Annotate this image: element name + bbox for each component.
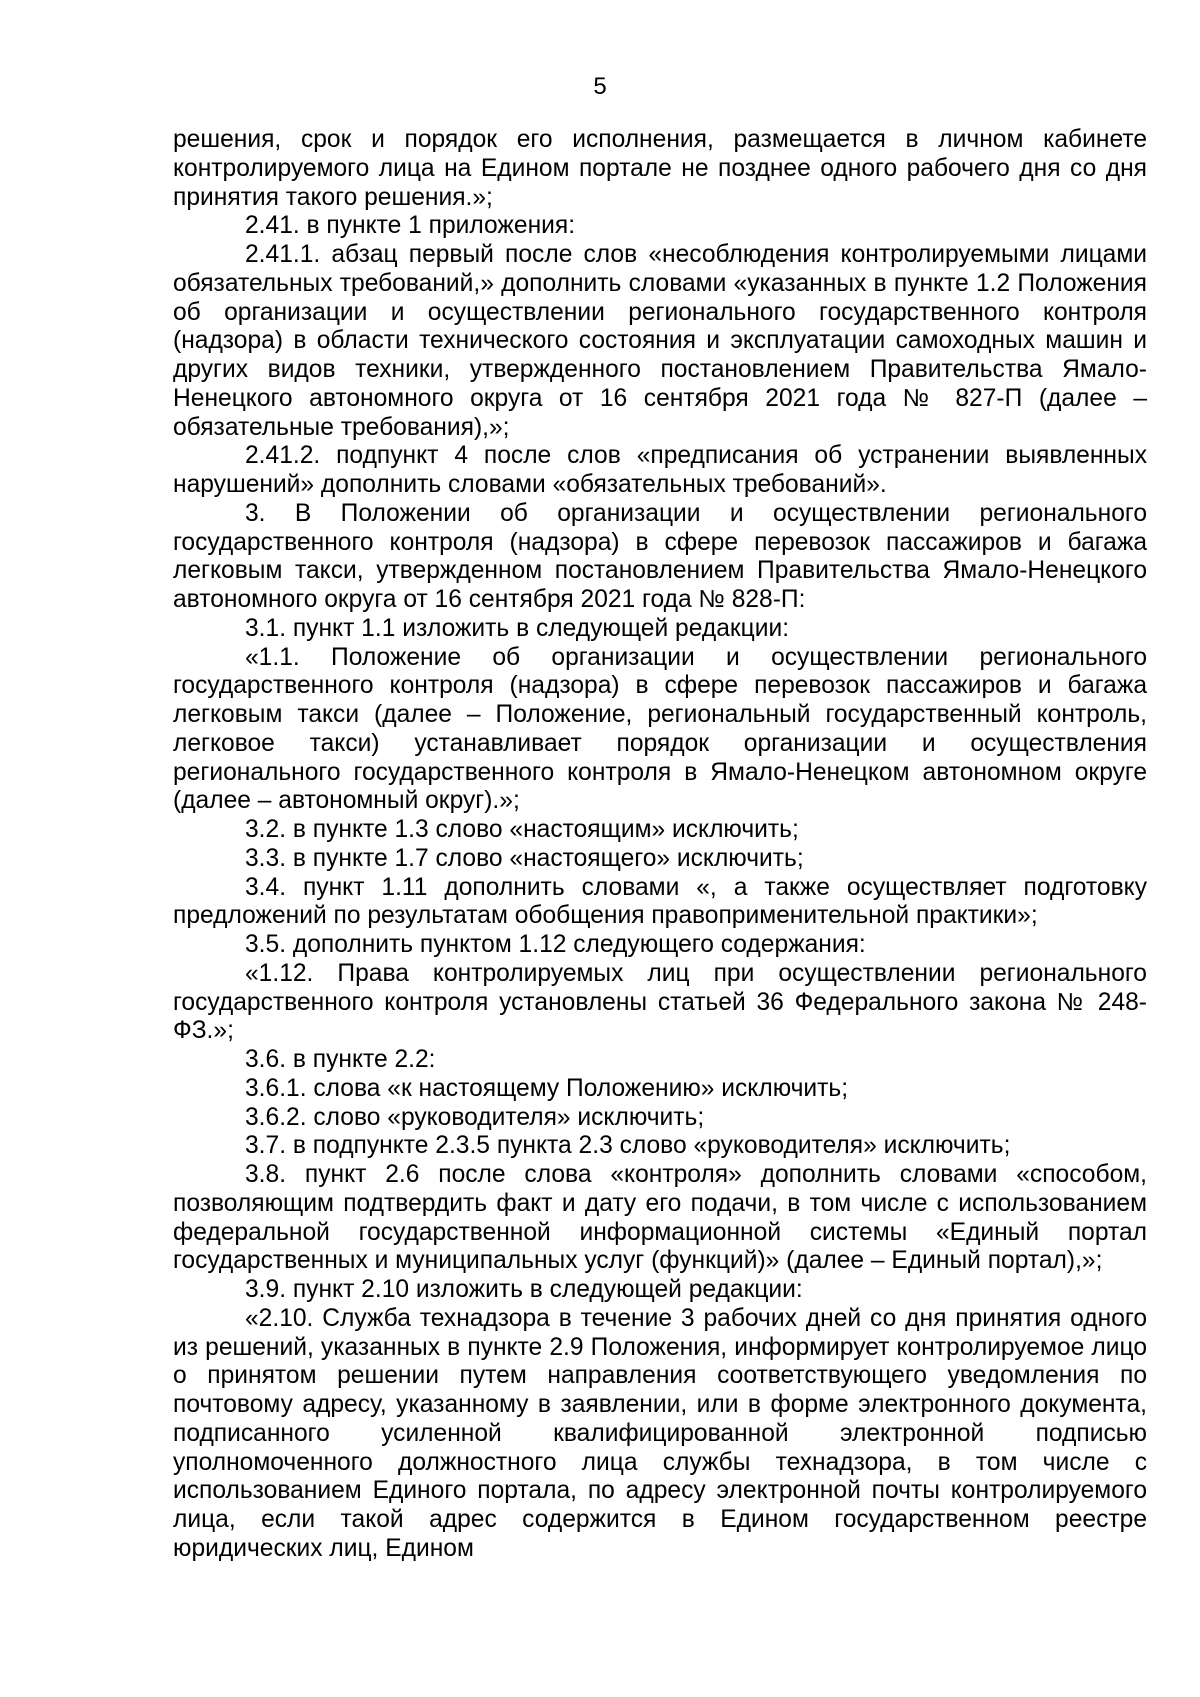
paragraph: 3.4. пункт 1.11 дополнить словами «, а также осуществляет подготовку предложений по результатам обобщения правоприменительной практики»; bbox=[173, 873, 1147, 930]
paragraph: 3.2. в пункте 1.3 слово «настоящим» исключить; bbox=[245, 816, 799, 843]
paragraph: 2.41.2. подпункт 4 после слов «предписания об устранении выявленных нарушений» дополнить словами «обязательных требований». bbox=[173, 442, 1147, 498]
paragraph: 3.1. пункт 1.1 изложить в следующей редакции: bbox=[245, 614, 790, 642]
paragraph: 2.41. в пункте 1 приложения: bbox=[245, 212, 576, 240]
paragraph: 3.3. в пункте 1.7 слово «настоящего» исключить; bbox=[245, 844, 804, 872]
paragraph: 3. В Положении об организации и осуществлении регионального государственного контроля (надзора) в сфере перевозок пассажиров и багажа легковым такси, утвержденном постановлением Правительства Ямало-Ненецкого автономного округа от 16 сентября 2021 года № 828-П: bbox=[173, 499, 1147, 613]
page-number: 5 bbox=[593, 73, 607, 100]
paragraph: 2.41.1. абзац первый после слов «несоблюдения контролируемыми лицами обязательных требований,» дополнить словами «указанных в пункте 1.2 Положения об организации и осуществлении регионального государственного контроля (надзора) в области технического состояния и эксплуатации самоходных машин и других видов техники, утвержденного постановлением Правительства Ямало-Ненецкого автономного округа от 16 сентября 2021 года № 827-П (далее – обязательные требования),»; bbox=[173, 241, 1147, 441]
paragraph: 3.6.2. слово «руководителя» исключить; bbox=[245, 1103, 705, 1131]
paragraph: 3.7. в подпункте 2.3.5 пункта 2.3 слово «руководителя» исключить; bbox=[245, 1132, 1011, 1160]
document-body bbox=[173, 126, 1147, 1564]
paragraph: 3.8. пункт 2.6 после слова «контроля» дополнить словами «способом, позволяющим подтвердить факт и дату его подачи, в том числе с использованием федеральной государственной информационной системы «Единый портал государственных и муниципальных услуг (функций)» (далее – Единый портал),»; bbox=[173, 1161, 1147, 1275]
paragraph: «2.10. Служба технадзора в течение 3 рабочих дней со дня принятия одного из решений, указанных в пункте 2.9 Положения, информирует контролируемое лицо о принятом решении путем направления соответствующего уведомления по почтовому адресу, указанному в заявлении, или в форме электронного документа, подписанного усиленной квалифицированной электронной подписью уполномоченного должностного лица службы технадзора, в том числе с использованием Единого портала, по адресу электронной почты контролируемого лица, если такой адрес содержится в Едином государственном реестре юридических лиц, Едином bbox=[173, 1304, 1147, 1562]
paragraph: 3.9. пункт 2.10 изложить в следующей редакции: bbox=[245, 1276, 803, 1303]
paragraph: 3.5. дополнить пунктом 1.12 следующего содержания: bbox=[245, 931, 866, 958]
paragraph: решения, срок и порядок его исполнения, размещается в личном кабинете контролируемого лица на Едином портале не позднее одного рабочего дня со дня принятия такого решения.»; bbox=[173, 126, 1147, 211]
paragraph: 3.6.1. слова «к настоящему Положению» исключить; bbox=[245, 1074, 849, 1102]
paragraph: «1.1. Положение об организации и осуществлении регионального государственного контроля (надзора) в сфере перевозок пассажиров и багажа легковым такси (далее – Положение, региональный государственный контроль, легковое такси) устанавливает порядок организации и осуществления регионального государственного контроля в Ямало-Ненецком автономном округе (далее – автономный округ).»; bbox=[173, 643, 1147, 815]
paragraph: «1.12. Права контролируемых лиц при осуществлении регионального государственного контроля установлены статьей 36 Федерального закона № 248-ФЗ.»; bbox=[173, 959, 1147, 1045]
paragraph: 3.6. в пункте 2.2: bbox=[245, 1046, 436, 1073]
